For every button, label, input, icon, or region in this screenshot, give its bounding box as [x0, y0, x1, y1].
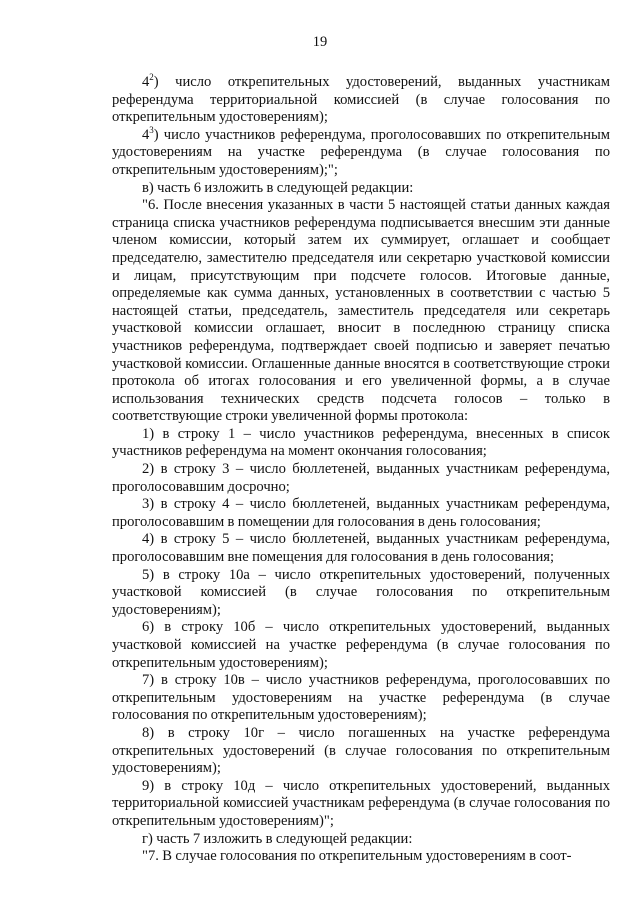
paragraph-amendment-g: г) часть 7 изложить в следующей редакции: — [142, 830, 413, 847]
item-superscript: 2 — [149, 72, 154, 82]
paragraph-part-7: "7. В случае голосования по открепительным удостоверениям в соот- — [142, 848, 572, 865]
paragraph-part-6: "6. После внесения указанных в части 5 настоящей статьи данных каждая страница списка участников референдума подписывается внесшим эти данные членом комиссии, который затем их суммирует, оглашает и сообщает председателю, заместителю председателя или секретарю участковой комиссии и лицам, присутствующим при подсчете голосов. Итоговые данные, определяемые как сумма данных, установленных в соответствии с частью 5 настоящей статьи, председатель, заместитель председателя или секретарь участковой комиссии оглашает, вносит в последнюю страницу списка участников референдума, подтверждает своей подписью и заверяет печатью участковой комиссии. Оглашенные данные вносятся в соответствующие строки протокола об итогах голосования и его увеличенной формы, а в случае использования технических средств подсчета голосов – только в соответствующие строки увеличенной формы протокола: — [112, 197, 610, 425]
paragraph-text: ) число открепительных удостоверений, выданных участникам референдума территориальной комиссией (в случае голосования по открепительным удостоверениям); — [112, 74, 610, 126]
paragraph-amendment-v: в) часть 6 изложить в следующей редакции: — [142, 179, 414, 196]
item-superscript: 3 — [149, 124, 154, 135]
page-number: 19 — [312, 34, 328, 50]
item-number: 4 — [142, 74, 150, 90]
list-item-8: 8) в строку 10г – число погашенных на участке референдума открепительных удостоверений (в случае голосования по открепительным удостоверениям); — [112, 724, 610, 777]
list-item-5: 5) в строку 10а – число открепительных удостоверений, полученных участковой комиссией (в случае голосования по открепительным удостоверениям); — [112, 566, 610, 618]
list-item-1: 1) в строку 1 – число участников референдума, внесенных в список участников референдума на момент окончания голосования; — [112, 425, 610, 460]
document-body — [112, 74, 610, 866]
item-number: 4 — [142, 126, 150, 143]
list-item-7: 7) в строку 10в – число участников референдума, проголосовавших по открепительным удостоверениям на участке референдума (в случае голосования по открепительным удостоверениям); — [112, 672, 610, 724]
list-item-2: 2) в строку 3 – число бюллетеней, выданных участникам референдума, проголосовавшим досрочно; — [112, 461, 610, 495]
paragraph-item-4-2 — [112, 74, 610, 127]
list-item-6: 6) в строку 10б – число открепительных удостоверений, выданных участковой комиссией на участке референдума (в случае голосования по открепительным удостоверениям); — [112, 619, 610, 671]
list-item-4: 4) в строку 5 – число бюллетеней, выданных участникам референдума, проголосовавшим вне помещения для голосования в день голосования; — [112, 531, 610, 566]
list-item-3: 3) в строку 4 – число бюллетеней, выданных участникам референдума, проголосовавшим в помещении для голосования в день голосования; — [112, 496, 610, 530]
list-item-9: 9) в строку 10д – число открепительных удостоверений, выданных территориальной комиссией участникам референдума (в случае голосования по открепительным удостоверениям)"; — [112, 777, 610, 829]
paragraph-text: ) число участников референдума, проголосовавших по открепительным удостоверениям на участке референдума (в случае голосования по открепительным удостоверениям);"; — [112, 126, 610, 178]
paragraph-item-4-3 — [112, 124, 610, 180]
